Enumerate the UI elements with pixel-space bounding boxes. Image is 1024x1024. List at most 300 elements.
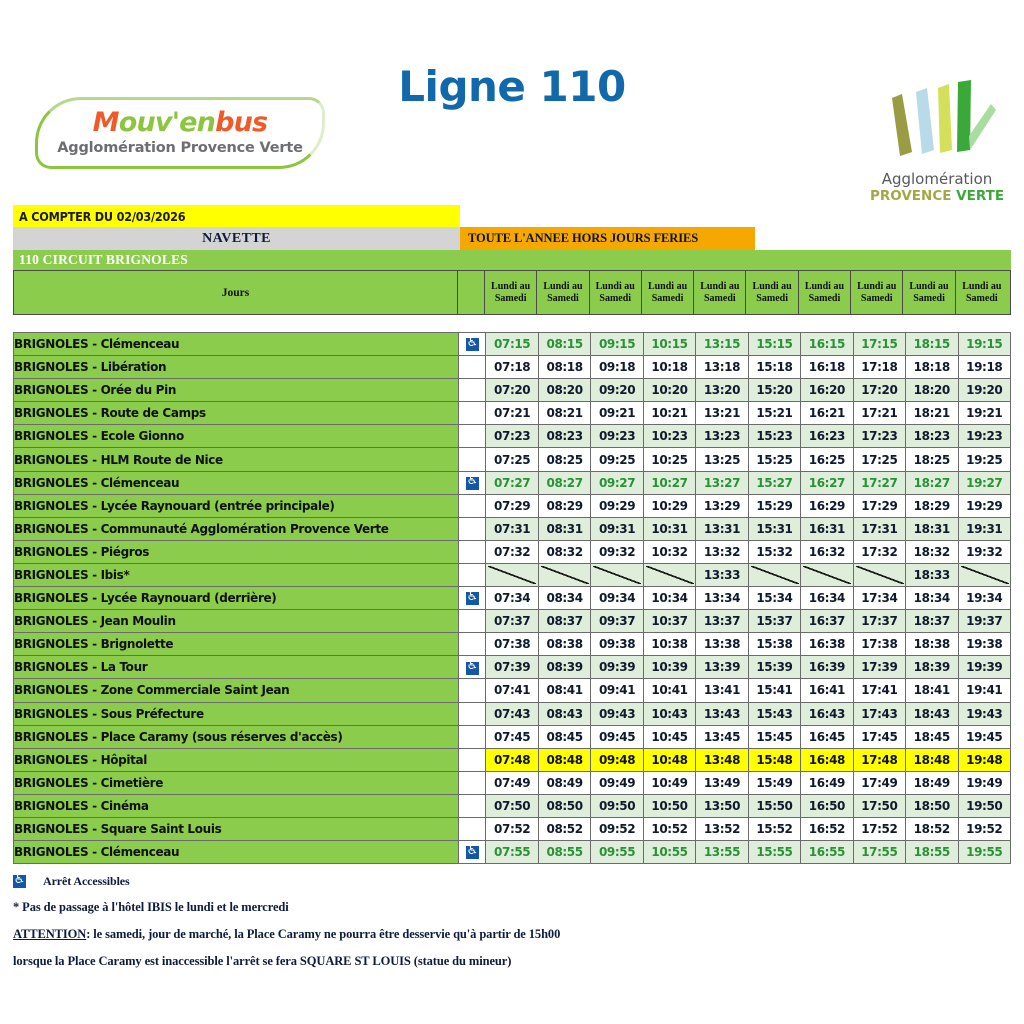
no-service-cell: [486, 563, 538, 586]
footnotes-section: [13, 869, 913, 975]
departure-time-cell: 16:43: [801, 702, 853, 725]
accessible-legend-label: Arrêt Accessibles: [43, 874, 130, 889]
banner-zone: [13, 205, 1011, 315]
table-row: [14, 494, 1011, 517]
departure-time-cell: 18:43: [906, 702, 958, 725]
departure-time-cell: 19:29: [958, 494, 1011, 517]
timetable-body: [14, 333, 1011, 864]
departure-time-cell: 13:48: [696, 748, 748, 771]
day-header-line2: Samedi: [965, 292, 998, 304]
service-type-label: NAVETTE: [13, 227, 460, 250]
departure-time-cell: 16:48: [801, 748, 853, 771]
departure-time-cell: 18:45: [906, 725, 958, 748]
departure-time-cell: 19:31: [958, 517, 1011, 540]
accessible-legend-row: [13, 869, 913, 894]
attention-footnote: [13, 921, 913, 948]
departure-time-cell: 08:32: [538, 540, 590, 563]
accessibility-cell: [459, 656, 486, 679]
table-row: [14, 356, 1011, 379]
table-row: [14, 702, 1011, 725]
departure-time-cell: 16:21: [801, 402, 853, 425]
departure-time-cell: 17:39: [853, 656, 905, 679]
departure-time-cell: 18:48: [906, 748, 958, 771]
accessibility-cell: [459, 402, 486, 425]
departure-time-cell: 18:25: [906, 448, 958, 471]
departure-time-cell: 16:29: [801, 494, 853, 517]
accessibility-cell: [459, 610, 486, 633]
departure-time-cell: 07:32: [486, 540, 538, 563]
wheelchair-icon: [466, 846, 479, 859]
accessibility-cell: [459, 448, 486, 471]
departure-time-cell: 13:32: [696, 540, 748, 563]
departure-time-cell: 13:33: [696, 563, 748, 586]
departure-time-cell: 18:49: [906, 771, 958, 794]
departure-time-cell: 09:20: [591, 379, 643, 402]
departure-time-cell: 18:38: [906, 633, 958, 656]
departure-time-cell: 07:15: [486, 333, 538, 356]
stop-name-cell: BRIGNOLES - Cimetière: [14, 771, 459, 794]
wheelchair-icon: [466, 662, 479, 675]
departure-time-cell: 15:15: [748, 333, 800, 356]
departure-time-cell: 18:27: [906, 471, 958, 494]
stop-name-cell: BRIGNOLES - Orée du Pin: [14, 379, 459, 402]
departure-time-cell: 15:39: [748, 656, 800, 679]
departure-time-cell: 16:23: [801, 425, 853, 448]
circuit-title-banner: 110 CIRCUIT BRIGNOLES: [13, 250, 1011, 270]
departure-time-cell: 15:23: [748, 425, 800, 448]
departure-time-cell: 19:20: [958, 379, 1011, 402]
departure-time-cell: 10:18: [643, 356, 695, 379]
departure-time-cell: 10:20: [643, 379, 695, 402]
departure-time-cell: 18:21: [906, 402, 958, 425]
departure-time-cell: 08:20: [538, 379, 590, 402]
logo-letter-m: M: [92, 107, 119, 138]
departure-time-cell: 17:32: [853, 540, 905, 563]
departure-time-cell: 15:31: [748, 517, 800, 540]
departure-time-cell: 10:31: [643, 517, 695, 540]
day-header-line2: Samedi: [704, 292, 736, 304]
departure-time-cell: 09:32: [591, 540, 643, 563]
stop-name-cell: BRIGNOLES - Piégros: [14, 540, 459, 563]
stop-name-cell: BRIGNOLES - Route de Camps: [14, 402, 459, 425]
stop-name-cell: BRIGNOLES - Cinéma: [14, 794, 459, 817]
departure-time-cell: 17:41: [853, 679, 905, 702]
table-row: [14, 794, 1011, 817]
day-column-header: [956, 271, 1008, 314]
stop-name-cell: BRIGNOLES - Libération: [14, 356, 459, 379]
departure-time-cell: 10:38: [643, 633, 695, 656]
departure-time-cell: 18:55: [906, 841, 958, 864]
departure-time-cell: 18:31: [906, 517, 958, 540]
departure-time-cell: 13:52: [696, 817, 748, 840]
departure-time-cell: 09:52: [591, 817, 643, 840]
departure-time-cell: 17:31: [853, 517, 905, 540]
departure-time-cell: 07:50: [486, 794, 538, 817]
accessibility-cell: [459, 587, 486, 610]
departure-time-cell: 13:49: [696, 771, 748, 794]
departure-time-cell: 17:21: [853, 402, 905, 425]
day-header-line1: Lundi au: [647, 281, 688, 293]
departure-time-cell: 16:41: [801, 679, 853, 702]
departure-time-cell: 17:37: [853, 610, 905, 633]
departure-time-cell: 08:41: [538, 679, 590, 702]
mouvenbus-wordmark: [35, 107, 325, 138]
departure-time-cell: 19:52: [958, 817, 1011, 840]
table-row: [14, 563, 1011, 586]
departure-time-cell: 13:50: [696, 794, 748, 817]
departure-time-cell: 19:21: [958, 402, 1011, 425]
timetable: [13, 332, 1011, 864]
departure-time-cell: 15:27: [748, 471, 800, 494]
departure-time-cell: 08:45: [538, 725, 590, 748]
day-header-line1: Lundi au: [962, 281, 1002, 293]
departure-time-cell: 08:18: [538, 356, 590, 379]
departure-time-cell: 10:37: [643, 610, 695, 633]
departure-time-cell: 15:50: [748, 794, 800, 817]
stop-name-cell: BRIGNOLES - La Tour: [14, 656, 459, 679]
departure-time-cell: 15:38: [748, 633, 800, 656]
departure-time-cell: 15:45: [748, 725, 800, 748]
departure-time-cell: 16:20: [801, 379, 853, 402]
departure-time-cell: 13:37: [696, 610, 748, 633]
departure-time-cell: 13:39: [696, 656, 748, 679]
departure-time-cell: 17:15: [853, 333, 905, 356]
departure-time-cell: 09:21: [591, 402, 643, 425]
departure-time-cell: 10:52: [643, 817, 695, 840]
table-row: [14, 748, 1011, 771]
departure-time-cell: 07:34: [486, 587, 538, 610]
departure-time-cell: 07:39: [486, 656, 538, 679]
departure-time-cell: 16:15: [801, 333, 853, 356]
departure-time-cell: 15:29: [748, 494, 800, 517]
departure-time-cell: 16:34: [801, 587, 853, 610]
departure-time-cell: 13:34: [696, 587, 748, 610]
departure-time-cell: 16:52: [801, 817, 853, 840]
stop-name-cell: BRIGNOLES - Clémenceau: [14, 333, 459, 356]
departure-time-cell: 15:34: [748, 587, 800, 610]
departure-time-cell: 10:45: [643, 725, 695, 748]
departure-time-cell: 13:15: [696, 333, 748, 356]
departure-time-cell: 08:43: [538, 702, 590, 725]
stop-name-cell: BRIGNOLES - Clémenceau: [14, 471, 459, 494]
departure-time-cell: 17:20: [853, 379, 905, 402]
stop-name-cell: BRIGNOLES - Brignolette: [14, 633, 459, 656]
table-row: [14, 425, 1011, 448]
stop-name-cell: BRIGNOLES - Hôpital: [14, 748, 459, 771]
departure-time-cell: 18:39: [906, 656, 958, 679]
agglo-verte-text: VERTE: [956, 188, 1005, 204]
departure-time-cell: 07:43: [486, 702, 538, 725]
accessibility-cell: [459, 471, 486, 494]
departure-time-cell: 07:37: [486, 610, 538, 633]
departure-time-cell: 19:34: [958, 587, 1011, 610]
departure-time-cell: 19:32: [958, 540, 1011, 563]
day-column-header: [903, 271, 955, 314]
jours-column-header: Jours: [14, 271, 458, 314]
wheelchair-icon: [466, 338, 479, 351]
departure-time-cell: 07:29: [486, 494, 538, 517]
departure-time-cell: 07:31: [486, 517, 538, 540]
departure-time-cell: 19:55: [958, 841, 1011, 864]
departure-time-cell: 13:41: [696, 679, 748, 702]
day-header-line2: Samedi: [756, 292, 788, 304]
departure-time-cell: 18:37: [906, 610, 958, 633]
accessibility-cell: [459, 748, 486, 771]
departure-time-cell: 10:39: [643, 656, 695, 679]
no-service-cell: [853, 563, 905, 586]
departure-time-cell: 15:48: [748, 748, 800, 771]
table-row: [14, 448, 1011, 471]
departure-time-cell: 18:23: [906, 425, 958, 448]
departure-time-cell: 09:18: [591, 356, 643, 379]
departure-time-cell: 09:41: [591, 679, 643, 702]
departure-time-cell: 13:27: [696, 471, 748, 494]
accessibility-cell: [459, 563, 486, 586]
departure-time-cell: 17:52: [853, 817, 905, 840]
departure-time-cell: 09:15: [591, 333, 643, 356]
departure-time-cell: 13:45: [696, 725, 748, 748]
accessibility-cell: [459, 771, 486, 794]
departure-time-cell: 17:27: [853, 471, 905, 494]
departure-time-cell: 07:52: [486, 817, 538, 840]
day-header-line2: Samedi: [860, 292, 893, 304]
table-row: [14, 610, 1011, 633]
table-row: [14, 679, 1011, 702]
departure-time-cell: 07:49: [486, 771, 538, 794]
day-column-header: [851, 271, 903, 314]
departure-time-cell: 18:15: [906, 333, 958, 356]
departure-time-cell: 15:18: [748, 356, 800, 379]
departure-time-cell: 08:38: [538, 633, 590, 656]
accessibility-column-header: [458, 271, 485, 314]
mouvenbus-subtitle: Agglomération Provence Verte: [57, 140, 303, 156]
departure-time-cell: 15:52: [748, 817, 800, 840]
departure-time-cell: 08:55: [538, 841, 590, 864]
effective-date-banner: A COMPTER DU 02/03/2026: [13, 205, 460, 227]
departure-time-cell: 08:29: [538, 494, 590, 517]
service-period-label: TOUTE L'ANNEE HORS JOURS FERIES: [460, 227, 755, 250]
stop-name-cell: BRIGNOLES - Communauté Agglomération Provence Verte: [14, 517, 459, 540]
no-service-cell: [801, 563, 853, 586]
logo-text-bus: bus: [215, 107, 268, 138]
day-header-line2: Samedi: [599, 292, 632, 304]
departure-time-cell: 19:18: [958, 356, 1011, 379]
departure-time-cell: 13:23: [696, 425, 748, 448]
accessibility-cell: [459, 841, 486, 864]
agglo-bars-icon: [878, 80, 998, 166]
departure-time-cell: 07:27: [486, 471, 538, 494]
departure-time-cell: 17:45: [853, 725, 905, 748]
departure-time-cell: 09:55: [591, 841, 643, 864]
stop-name-cell: BRIGNOLES - Jean Moulin: [14, 610, 459, 633]
departure-time-cell: 17:48: [853, 748, 905, 771]
departure-time-cell: 09:39: [591, 656, 643, 679]
departure-time-cell: 15:55: [748, 841, 800, 864]
table-row: [14, 633, 1011, 656]
departure-time-cell: 16:27: [801, 471, 853, 494]
departure-time-cell: 07:48: [486, 748, 538, 771]
departure-time-cell: 17:38: [853, 633, 905, 656]
stop-name-cell: BRIGNOLES - Square Saint Louis: [14, 817, 459, 840]
departure-time-cell: 09:49: [591, 771, 643, 794]
departure-time-cell: 15:41: [748, 679, 800, 702]
departure-time-cell: 18:29: [906, 494, 958, 517]
accessibility-cell: [459, 817, 486, 840]
page-header: [0, 0, 1024, 205]
departure-time-cell: 13:31: [696, 517, 748, 540]
day-header-line1: Lundi au: [491, 281, 531, 293]
table-row: [14, 656, 1011, 679]
departure-time-cell: 16:32: [801, 540, 853, 563]
departure-time-cell: 10:23: [643, 425, 695, 448]
departure-time-cell: 17:29: [853, 494, 905, 517]
caramy-footnote: lorsque la Place Caramy est inaccessible l'arrêt se fera SQUARE ST LOUIS (statue du mineur): [13, 954, 512, 969]
departure-time-cell: 16:50: [801, 794, 853, 817]
departure-time-cell: 08:48: [538, 748, 590, 771]
accessibility-cell: [459, 794, 486, 817]
service-type-row: [13, 227, 1011, 250]
departure-time-cell: 10:25: [643, 448, 695, 471]
departure-time-cell: 19:23: [958, 425, 1011, 448]
departure-time-cell: 10:55: [643, 841, 695, 864]
departure-time-cell: 08:49: [538, 771, 590, 794]
departure-time-cell: 19:25: [958, 448, 1011, 471]
day-header-line1: Lundi au: [595, 281, 635, 293]
departure-time-cell: 08:52: [538, 817, 590, 840]
departure-time-cell: 07:25: [486, 448, 538, 471]
day-header-line2: Samedi: [651, 292, 684, 304]
days-header-row: [13, 270, 1011, 315]
departure-time-cell: 07:38: [486, 633, 538, 656]
departure-time-cell: 15:20: [748, 379, 800, 402]
departure-time-cell: 19:49: [958, 771, 1011, 794]
table-row: [14, 402, 1011, 425]
departure-time-cell: 17:34: [853, 587, 905, 610]
day-column-header: [590, 271, 642, 314]
departure-time-cell: 10:29: [643, 494, 695, 517]
departure-time-cell: 13:25: [696, 448, 748, 471]
agglo-logo-subtitle: [862, 188, 1012, 204]
table-row: [14, 379, 1011, 402]
stop-name-cell: BRIGNOLES - Zone Commerciale Saint Jean: [14, 679, 459, 702]
departure-time-cell: 19:37: [958, 610, 1011, 633]
attention-keyword: ATTENTION: [13, 927, 87, 942]
table-row: [14, 333, 1011, 356]
departure-time-cell: 16:55: [801, 841, 853, 864]
departure-time-cell: 19:41: [958, 679, 1011, 702]
accessibility-cell: [459, 494, 486, 517]
no-service-cell: [538, 563, 590, 586]
departure-time-cell: 16:49: [801, 771, 853, 794]
agglo-provence-text: PROVENCE: [869, 188, 957, 204]
departure-time-cell: 17:50: [853, 794, 905, 817]
stop-name-cell: BRIGNOLES - Sous Préfecture: [14, 702, 459, 725]
day-header-line1: Lundi au: [857, 281, 897, 293]
departure-time-cell: 13:29: [696, 494, 748, 517]
departure-time-cell: 07:21: [486, 402, 538, 425]
departure-time-cell: 08:27: [538, 471, 590, 494]
departure-time-cell: 09:48: [591, 748, 643, 771]
table-row: [14, 841, 1011, 864]
departure-time-cell: 13:18: [696, 356, 748, 379]
departure-time-cell: 08:23: [538, 425, 590, 448]
departure-time-cell: 16:39: [801, 656, 853, 679]
agglomeration-logo: [862, 78, 1012, 218]
departure-time-cell: 10:34: [643, 587, 695, 610]
departure-time-cell: 09:29: [591, 494, 643, 517]
accessibility-cell: [459, 725, 486, 748]
departure-time-cell: 09:37: [591, 610, 643, 633]
departure-time-cell: 07:41: [486, 679, 538, 702]
departure-time-cell: 18:32: [906, 540, 958, 563]
stop-name-cell: BRIGNOLES - Lycée Raynouard (derrière): [14, 587, 459, 610]
day-header-line1: Lundi au: [909, 281, 949, 293]
table-row: [14, 540, 1011, 563]
day-column-header: [694, 271, 746, 314]
departure-time-cell: 15:49: [748, 771, 800, 794]
day-column-header: [642, 271, 694, 314]
departure-time-cell: 17:49: [853, 771, 905, 794]
departure-time-cell: 08:37: [538, 610, 590, 633]
wheelchair-icon-legend: [13, 875, 43, 888]
accessibility-cell: [459, 333, 486, 356]
departure-time-cell: 07:45: [486, 725, 538, 748]
no-service-cell: [643, 563, 695, 586]
departure-time-cell: 18:52: [906, 817, 958, 840]
departure-time-cell: 09:45: [591, 725, 643, 748]
mouvenbus-logo: [35, 97, 325, 169]
accessibility-cell: [459, 702, 486, 725]
departure-time-cell: 10:49: [643, 771, 695, 794]
departure-time-cell: 09:31: [591, 517, 643, 540]
departure-time-cell: 18:34: [906, 587, 958, 610]
day-column-header: [746, 271, 798, 314]
day-header-line2: Samedi: [494, 292, 527, 304]
table-row: [14, 771, 1011, 794]
stop-name-cell: BRIGNOLES - Lycée Raynouard (entrée principale): [14, 494, 459, 517]
departure-time-cell: 10:15: [643, 333, 695, 356]
no-service-cell: [958, 563, 1011, 586]
departure-time-cell: 16:25: [801, 448, 853, 471]
departure-time-cell: 08:15: [538, 333, 590, 356]
departure-time-cell: 09:50: [591, 794, 643, 817]
departure-time-cell: 10:32: [643, 540, 695, 563]
accessibility-cell: [459, 379, 486, 402]
accessibility-cell: [459, 679, 486, 702]
departure-time-cell: 17:25: [853, 448, 905, 471]
departure-time-cell: 17:55: [853, 841, 905, 864]
departure-time-cell: 15:25: [748, 448, 800, 471]
day-header-line2: Samedi: [547, 292, 579, 304]
departure-time-cell: 08:34: [538, 587, 590, 610]
departure-time-cell: 19:48: [958, 748, 1011, 771]
departure-time-cell: 18:18: [906, 356, 958, 379]
departure-time-cell: 18:33: [906, 563, 958, 586]
departure-time-cell: 10:21: [643, 402, 695, 425]
wheelchair-icon: [13, 875, 26, 888]
table-row: [14, 817, 1011, 840]
departure-time-cell: 19:39: [958, 656, 1011, 679]
departure-time-cell: 13:43: [696, 702, 748, 725]
departure-time-cell: 16:37: [801, 610, 853, 633]
departure-time-cell: 18:50: [906, 794, 958, 817]
departure-time-cell: 15:32: [748, 540, 800, 563]
departure-time-cell: 08:39: [538, 656, 590, 679]
departure-time-cell: 19:27: [958, 471, 1011, 494]
attention-text: : le samedi, jour de marché, la Place Caramy ne pourra être desservie qu'à partir de 15h00: [86, 927, 561, 942]
departure-time-cell: 16:18: [801, 356, 853, 379]
departure-time-cell: 16:38: [801, 633, 853, 656]
